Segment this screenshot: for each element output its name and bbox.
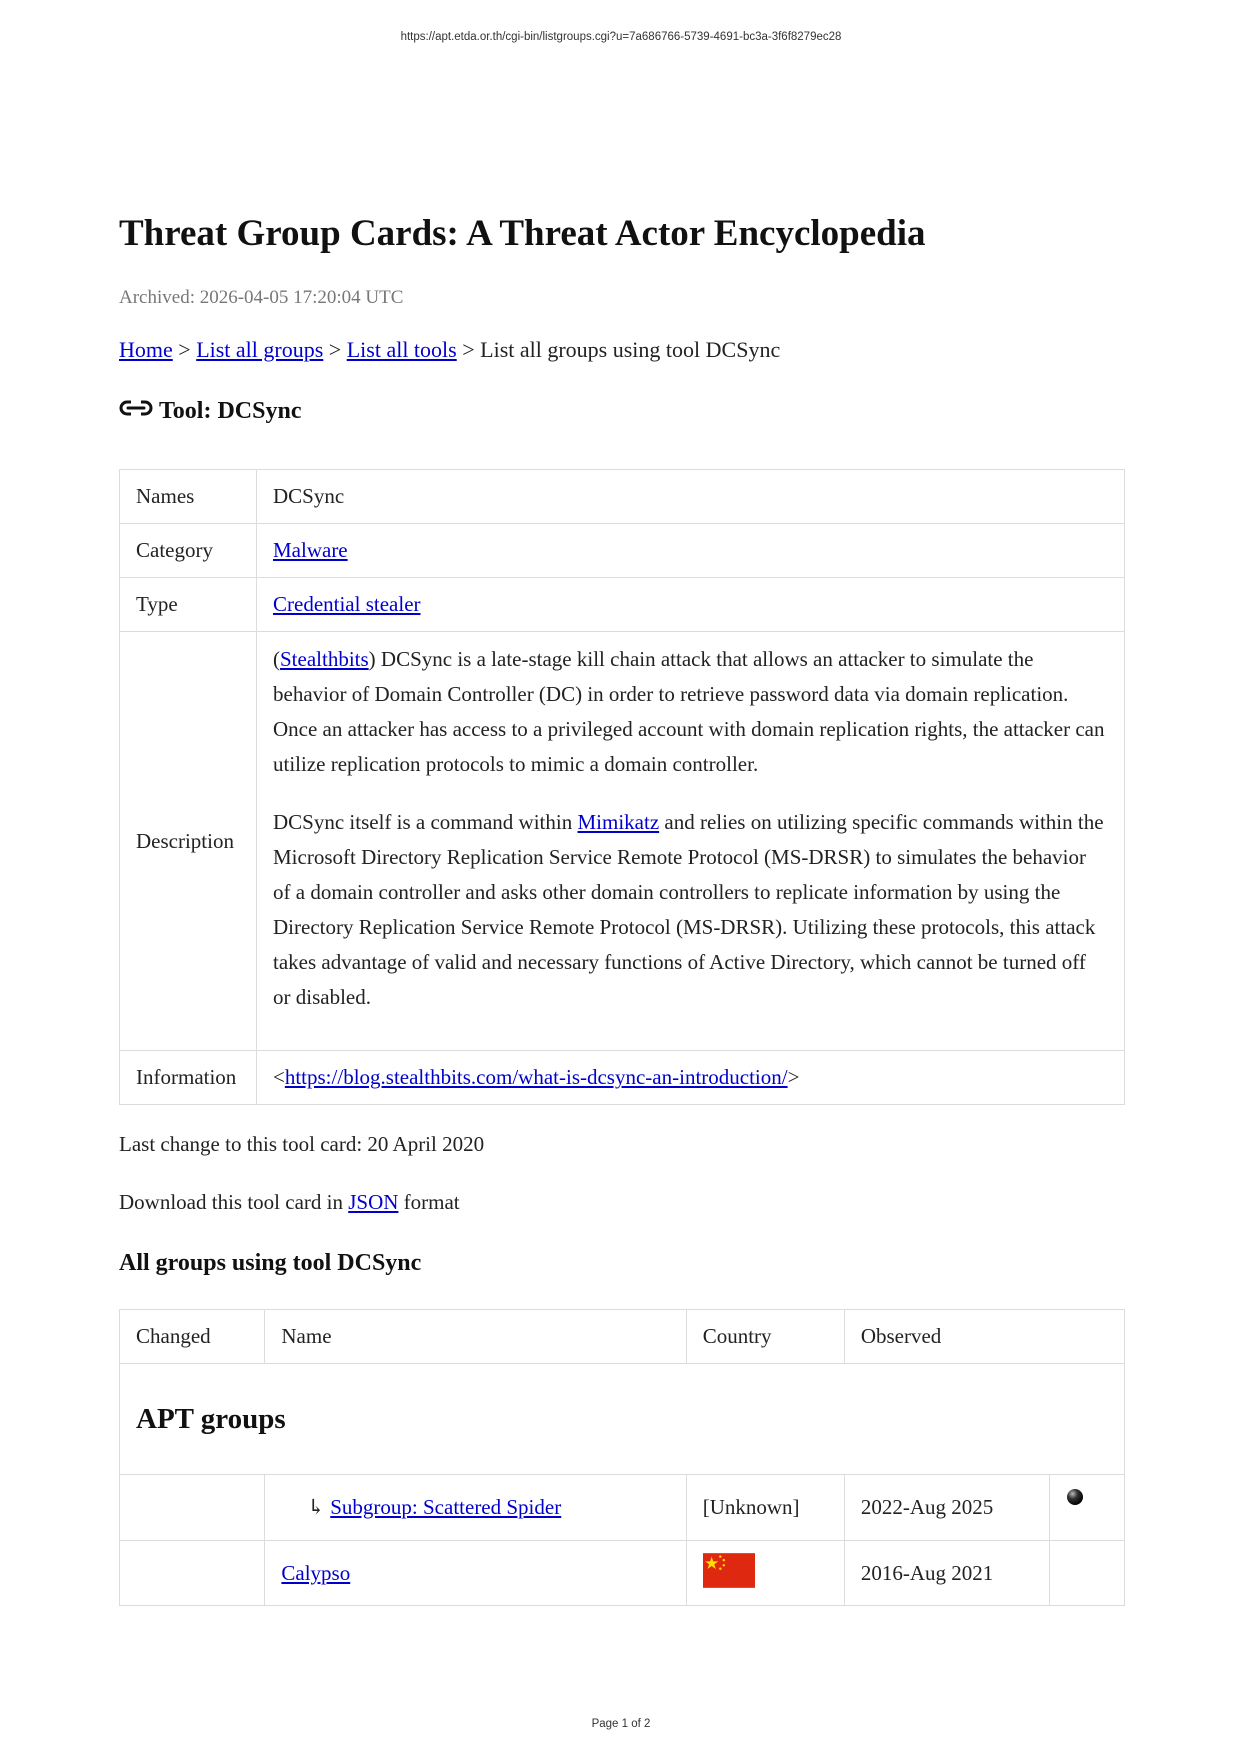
- page-number: Page 1 of 2: [591, 1718, 651, 1730]
- names-value: DCSync: [257, 470, 1125, 524]
- section-title: APT groups: [120, 1364, 1125, 1475]
- column-header-changed: Changed: [120, 1310, 265, 1364]
- paren-open: (: [273, 647, 280, 671]
- description-value: [257, 632, 1125, 1051]
- json-download-link[interactable]: JSON: [348, 1190, 399, 1214]
- names-label: Names: [120, 470, 257, 524]
- column-header-name: Name: [265, 1310, 686, 1364]
- description-paragraph: [273, 642, 1108, 782]
- download-line: [119, 1190, 460, 1215]
- changed-cell: [120, 1541, 265, 1606]
- tool-heading-text: Tool: DCSync: [159, 398, 302, 424]
- angle-open: <: [273, 1065, 285, 1090]
- description-text: ) DCSync is a late-stage kill chain attack that allows an attacker to simulate the behavior of Domain Controller (DC) in order to retrieve password data via domain replication. Once an attacker has access to a privileged account with domain replication rights, the attacker can utilize replication protocols to mimic a domain controller.: [273, 647, 1105, 776]
- table-row: [120, 524, 1125, 578]
- table-row: [120, 1475, 1125, 1541]
- observed-cell: 2016-Aug 2021: [844, 1541, 1049, 1606]
- breadcrumb-list-tools-link[interactable]: List all tools: [346, 337, 457, 362]
- subgroup-arrow-icon: ↳: [307, 1495, 325, 1519]
- page-url: https://apt.etda.or.th/cgi-bin/listgroups.cgi?u=7a686766-5739-4691-bc3a-3f6f8279ec28: [400, 31, 842, 43]
- table-row: [120, 632, 1125, 1051]
- angle-close: >: [787, 1065, 800, 1090]
- description-paragraph: [273, 805, 1108, 1015]
- archived-timestamp: Archived: 2026-04-05 17:20:04 UTC: [119, 287, 404, 308]
- type-link[interactable]: Credential stealer: [273, 592, 421, 617]
- breadcrumb-current: List all groups using tool DCSync: [480, 337, 781, 362]
- download-text: format: [398, 1190, 460, 1214]
- description-text: and relies on utilizing specific commands within the Microsoft Directory Replication Service Remote Protocol (MS-DRSR) to simulates the behavior of a domain controller and asks other domain controllers to replicate information by using the Directory Replication Service Remote Protocol (MS-DRSR). Utilizing these protocols, this attack takes advantage of valid and necessary functions of Active Directory, which cannot be turned off or disabled.: [273, 810, 1104, 1009]
- breadcrumb: [119, 337, 780, 363]
- tool-info-table: [119, 469, 1125, 1105]
- china-flag-icon: [703, 1553, 755, 1594]
- section-row: [120, 1364, 1125, 1475]
- marker-cell: [1049, 1541, 1124, 1606]
- groups-heading: All groups using tool DCSync: [119, 1250, 422, 1276]
- last-change-text: Last change to this tool card: 20 April 2020: [119, 1132, 485, 1156]
- table-row: [120, 470, 1125, 524]
- description-label: Description: [120, 632, 257, 1051]
- breadcrumb-list-groups-link[interactable]: List all groups: [196, 337, 324, 362]
- country-cell: [Unknown]: [686, 1475, 844, 1541]
- groups-table: [119, 1309, 1125, 1606]
- country-cell: [686, 1541, 844, 1606]
- category-link[interactable]: Malware: [273, 538, 348, 563]
- information-value: [257, 1051, 1125, 1105]
- table-header-row: [120, 1310, 1125, 1364]
- breadcrumb-separator: >: [462, 337, 475, 362]
- group-link-scattered-spider[interactable]: Subgroup: Scattered Spider: [330, 1495, 562, 1519]
- page-title: Threat Group Cards: A Threat Actor Encyclopedia: [119, 213, 926, 254]
- changed-cell: [120, 1475, 265, 1541]
- table-row: [120, 1541, 1125, 1606]
- link-icon: [119, 398, 159, 424]
- column-header-country: Country: [686, 1310, 844, 1364]
- type-value: [257, 578, 1125, 632]
- name-cell: [265, 1541, 686, 1606]
- marker-cell: [1049, 1475, 1124, 1541]
- table-row: [120, 1051, 1125, 1105]
- information-link[interactable]: https://blog.stealthbits.com/what-is-dcsync-an-introduction/: [284, 1065, 788, 1090]
- observed-cell: 2022-Aug 2025: [844, 1475, 1049, 1541]
- name-cell: [265, 1475, 686, 1541]
- mimikatz-link[interactable]: Mimikatz: [577, 810, 660, 834]
- column-header-observed: Observed: [844, 1310, 1124, 1364]
- category-value: [257, 524, 1125, 578]
- breadcrumb-home-link[interactable]: Home: [119, 337, 173, 362]
- stealthbits-link[interactable]: Stealthbits: [280, 647, 369, 671]
- tool-heading: [119, 398, 301, 425]
- table-row: [120, 578, 1125, 632]
- ball-icon: [1066, 1487, 1084, 1512]
- description-text: DCSync itself is a command within: [273, 810, 578, 834]
- information-label: Information: [120, 1051, 257, 1105]
- breadcrumb-separator: >: [178, 337, 191, 362]
- breadcrumb-separator: >: [328, 337, 342, 362]
- download-text: Download this tool card in: [119, 1190, 349, 1214]
- type-label: Type: [120, 578, 257, 632]
- group-link-calypso[interactable]: Calypso: [281, 1560, 351, 1585]
- category-label: Category: [120, 524, 257, 578]
